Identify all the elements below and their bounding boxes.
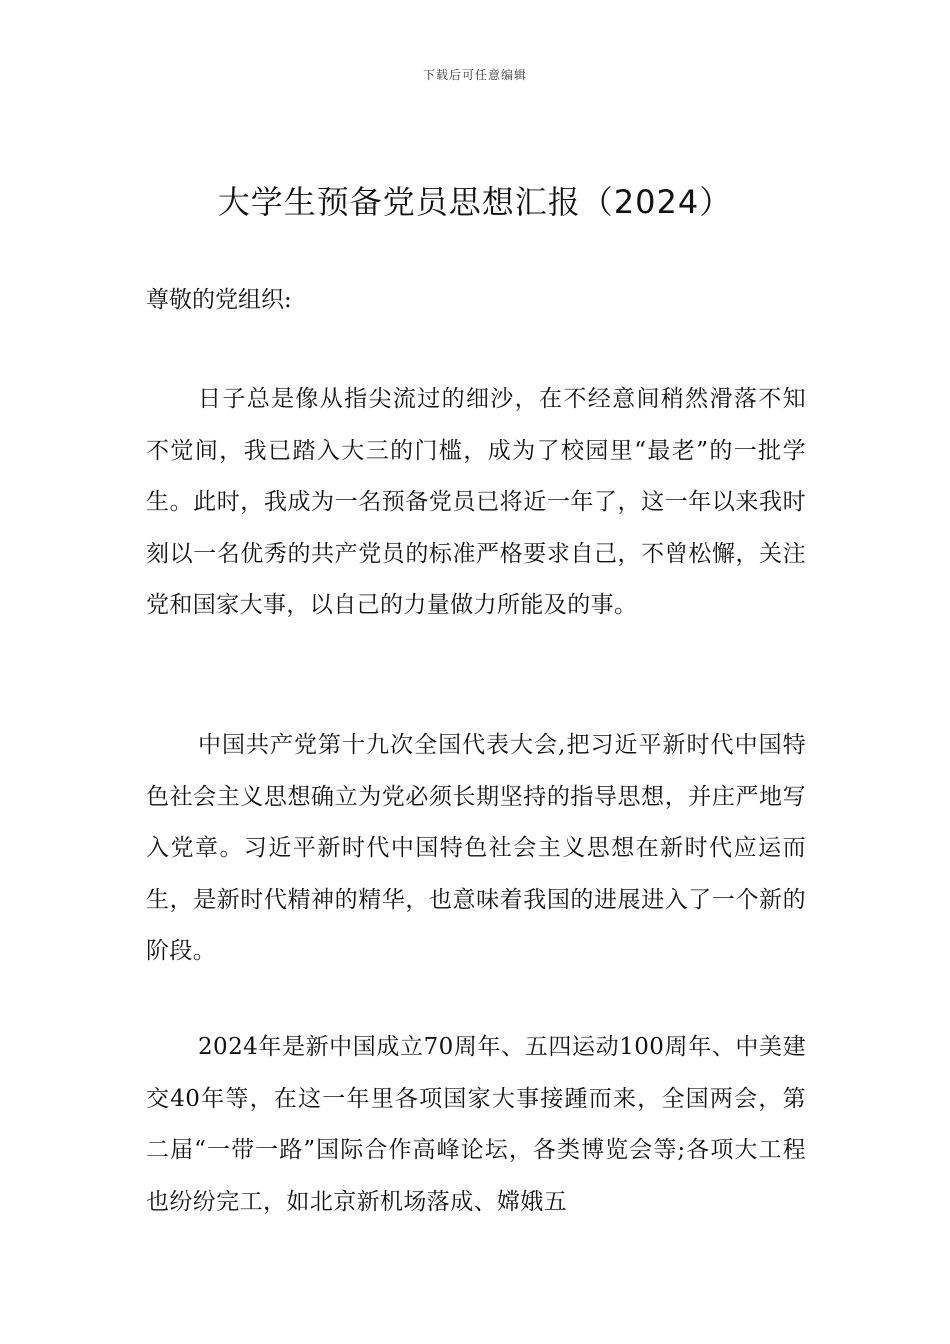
- body-paragraph-2: 中国共产党第十九次全国代表大会,把习近平新时代中国特色社会主义思想确立为党必须长期坚持的指导思想，并庄严地写入党章。习近平新时代中国特色社会主义思想在新时代应运而生，是新时代精神的精华，也意味着我国的进展进入了一个新的阶段。: [146, 732, 806, 965]
- document-title: 大学生预备党员思想汇报（2024）: [217, 183, 733, 221]
- body-paragraph-3: 2024年是新中国成立70周年、五四运动100周年、中美建交40年等，在这一年里各项国家大事接踵而来，全国两会，第二届“一带一路”国际合作高峰论坛，各类博览会等;各项大工程也纷纷完工，如北京新机场落成、嫦娥五: [146, 1034, 806, 1215]
- salutation: 尊敬的党组织:: [146, 287, 292, 313]
- header-note: 下载后可任意编辑: [422, 68, 527, 82]
- body-paragraph-1: 日子总是像从指尖流过的细沙，在不经意间稍然滑落不知不觉间，我已踏入大三的门槛，成为了校园里“最老”的一批学生。此时，我成为一名预备党员已将近一年了，这一年以来我时刻以一名优秀的共产党员的标准严格要求自己，不曾松懈，关注党和国家大事，以自己的力量做力所能及的事。: [146, 386, 806, 619]
